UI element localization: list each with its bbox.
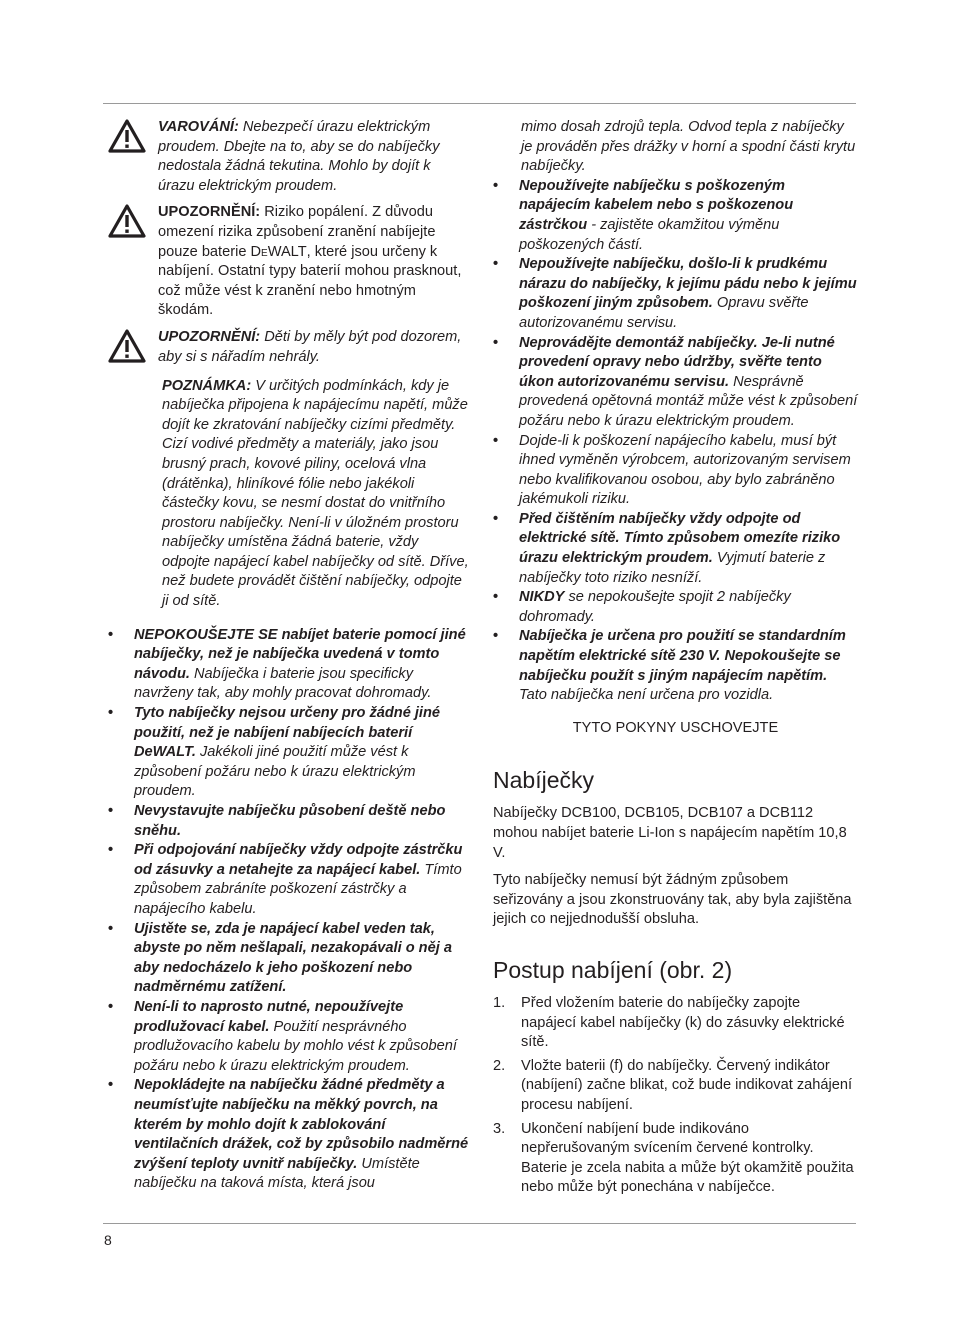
- list-item: • Není-li to naprosto nutné, nepoužívejte prodlužovací kabel. Použití nesprávného prodlužovacího kabelu by mohlo vést k způsobení požáru nebo k úrazu elektrickým proudem.: [108, 998, 457, 1074]
- warning-triangle-icon: [108, 328, 158, 370]
- caution-text: Děti by měly být pod dozorem, aby si s nářadím nehrály.: [158, 328, 462, 365]
- note-text: V určitých podmínkách, kdy je nabíječka připojena k napájecímu napětí, může dojít ke zkratování nabíječky cizími předměty. Cizí vodivé předměty a materiály, jako jsou brusný prach, kovové piliny, ocelová vlna (drátěnka), hliníkové fólie nebo jakékoli částečky kovu, se nesmí dostat do vnitřního prostoru nabíječky. Není-li v úložném prostoru nabíječky umístěna žádná baterie, vždy odpojte napájecí kabel nabíječky od sítě. Dříve, než budete provádět čištění nabíječky, odpojte ji od sítě.: [162, 377, 469, 610]
- bullet-icon: •: [108, 920, 114, 937]
- left-column: [108, 118, 470, 1194]
- note-label: POZNÁMKA:: [162, 377, 252, 394]
- warning-triangle-icon: [108, 203, 158, 245]
- chargers-paragraph-1: Nabíječky DCB100, DCB105, DCB107 a DCB112 mohou nabíjet baterie Li-Ion s napájecím napětím 10,8 V.: [493, 805, 847, 861]
- bullet-icon: •: [108, 1077, 114, 1094]
- bullet-icon: •: [108, 842, 114, 859]
- caution-burn: [108, 203, 470, 321]
- safety-list-right: [493, 177, 858, 706]
- list-item: • Nabíječka je určena pro použití se standardním napětím elektrické sítě 230 V. Nepokoušejte se nabíječku použít s jiným napájecím napětím. Tato nabíječka není určena pro vozidla.: [493, 628, 846, 704]
- list-item: • Nepokládejte na nabíječku žádné předměty a neumísťujte nabíječku na měkký povrch, na kterém by mohlo dojít k zablokování ventilačních drážek, což by způsobilo nadměrné zvýšení teploty uvnitř nabíječky. Umístěte nabíječku na taková místa, která jsou: [108, 1077, 469, 1192]
- bullet-icon: •: [108, 705, 114, 722]
- caution-text-a: Riziko popálení. Z důvodu omezení rizika způsobení zranění nabíjejte pouze baterie: [158, 204, 436, 260]
- bullet-icon: •: [493, 589, 499, 606]
- list-item: • Dojde-li k poškození napájecího kabelu, musí být ihned vyměněn výrobcem, autorizovaným servisem nebo kvalifikovanou osobou, aby bylo zabráněno jakémukoli riziku.: [493, 432, 851, 508]
- bullet-icon: •: [493, 256, 499, 273]
- chargers-paragraph-2: Tyto nabíječky nemusí být žádným způsobem seřizovány a jsou zkonstruovány tak, aby byla zajištěna jejich co nejjednodušší obsluha.: [493, 872, 852, 928]
- keep-instructions-heading: TYTO POKYNY USCHOVEJTE: [572, 719, 779, 736]
- warning-triangle-icon: [108, 118, 158, 160]
- list-item: • Nepoužívejte nabíječku, došlo-li k prudkému nárazu do nabíječky, k jejímu pádu nebo k jejímu poškození jiným způsobem. Opravu svěřte autorizovanému servisu.: [493, 256, 857, 331]
- list-item: • NEPOKOUŠEJTE SE nabíjet baterie pomocí jiné nabíječky, než je nabíječka uvedená v tomto návodu. Nabíječka i baterie jsou specificky navrženy tak, aby mohly pracovat dohromady.: [108, 626, 466, 702]
- bullet-icon: •: [493, 334, 499, 351]
- bullet-icon: •: [108, 803, 114, 819]
- list-item: 3. Ukončení nabíjení bude indikováno nepřerušovaným svícením červené kontrolky. Baterie je zcela nabita a může být okamžitě použita nebo může být ponechána v nabíječce.: [493, 1120, 854, 1196]
- caution-label: UPOZORNĚNÍ:: [158, 328, 261, 345]
- list-item: • Tyto nabíječky nejsou určeny pro žádné jiné použití, než je nabíjení nabíjecích baterií DeWALT. Jakékoli jiné použití může vést k způsobení požáru nebo k úrazu elektrickým proudem.: [108, 705, 441, 800]
- warning-electric-shock: [108, 118, 470, 196]
- list-item: 2. Vložte baterii (f) do nabíječky. Červený indikátor (nabíjení) začne blikat, což bude indikovat zahájení procesu nabíjení.: [493, 1057, 852, 1113]
- list-item: • Před čištěním nabíječky vždy odpojte od elektrické sítě. Tímto způsobem omezíte riziko úrazu elektrickým proudem. Vyjmutí baterie z nabíječky toto riziko nesníží.: [493, 510, 841, 586]
- list-item: 1. Před vložením baterie do nabíječky zapojte napájecí kabel nabíječky (k) do zásuvky elektrické sítě.: [493, 994, 845, 1051]
- warning-label: VAROVÁNÍ:: [158, 119, 239, 135]
- charging-steps: [493, 994, 858, 1198]
- section-heading-chargers: Nabíječky: [493, 767, 594, 794]
- continued-text: mimo dosah zdrojů tepla. Odvod tepla z nabíječky je prováděn přes drážky v horní a spodní části krytu nabíječky.: [521, 119, 856, 175]
- list-item: • Ujistěte se, zda je napájecí kabel veden tak, abyste po něm nešlapali, nezakopávali o něj a aby nedocházelo k jeho poškození nebo nadměrnému zatížení.: [108, 920, 452, 996]
- bullet-icon: •: [493, 432, 499, 449]
- warning-text: Nebezpečí úrazu elektrickým proudem. Dbejte na to, aby se do nabíječky nedostala žádná tekutina. Mohlo by dojít k úrazu elektrickým proudem.: [158, 119, 440, 194]
- bullet-icon: •: [108, 998, 114, 1015]
- note-paragraph: [162, 377, 470, 612]
- header-rule: [103, 103, 856, 104]
- list-item: • NIKDY se nepokoušejte spojit 2 nabíječky dohromady.: [493, 589, 791, 625]
- bullet-icon: •: [493, 510, 499, 527]
- bullet-icon: •: [493, 628, 499, 645]
- safety-list-left: [108, 626, 470, 1194]
- caution-text-b: , které jsou určeny k nabíjení. Ostatní typy baterií mohou prasknout, což může vést k zranění nebo hmotným škodám.: [158, 243, 462, 319]
- bullet-icon: •: [108, 626, 114, 643]
- list-item: • Nepoužívejte nabíječku s poškozeným napájecím kabelem nebo s poškozenou zástrčkou - zajistěte okamžitou výměnu poškozených částí.: [493, 177, 794, 253]
- caution-label: UPOZORNĚNÍ:: [158, 204, 261, 221]
- right-column: [493, 118, 858, 1198]
- list-item: • Nevystavujte nabíječku působení deště nebo sněhu.: [108, 803, 446, 839]
- caution-children: [108, 328, 470, 370]
- list-item: • Při odpojování nabíječky vždy odpojte zástrčku od zásuvky a netahejte za napájecí kabel. Tímto způsobem zabráníte poškození zástrčky a napájecího kabelu.: [108, 842, 463, 917]
- list-item: • Neprovádějte demontáž nabíječky. Je-li nutné provedení opravy nebo údržby, svěřte tento úkon autorizovanému servisu. Nesprávně provedená opětovná montáž může vést k způsobení požáru nebo k úrazu elektrickým proudem.: [493, 334, 858, 429]
- page-number: 8: [104, 1232, 112, 1248]
- footer-rule: [103, 1223, 856, 1224]
- brand-name: DeWALT: [250, 243, 307, 260]
- section-heading-charging-procedure: Postup nabíjení (obr. 2): [493, 956, 733, 983]
- bullet-icon: •: [493, 177, 499, 194]
